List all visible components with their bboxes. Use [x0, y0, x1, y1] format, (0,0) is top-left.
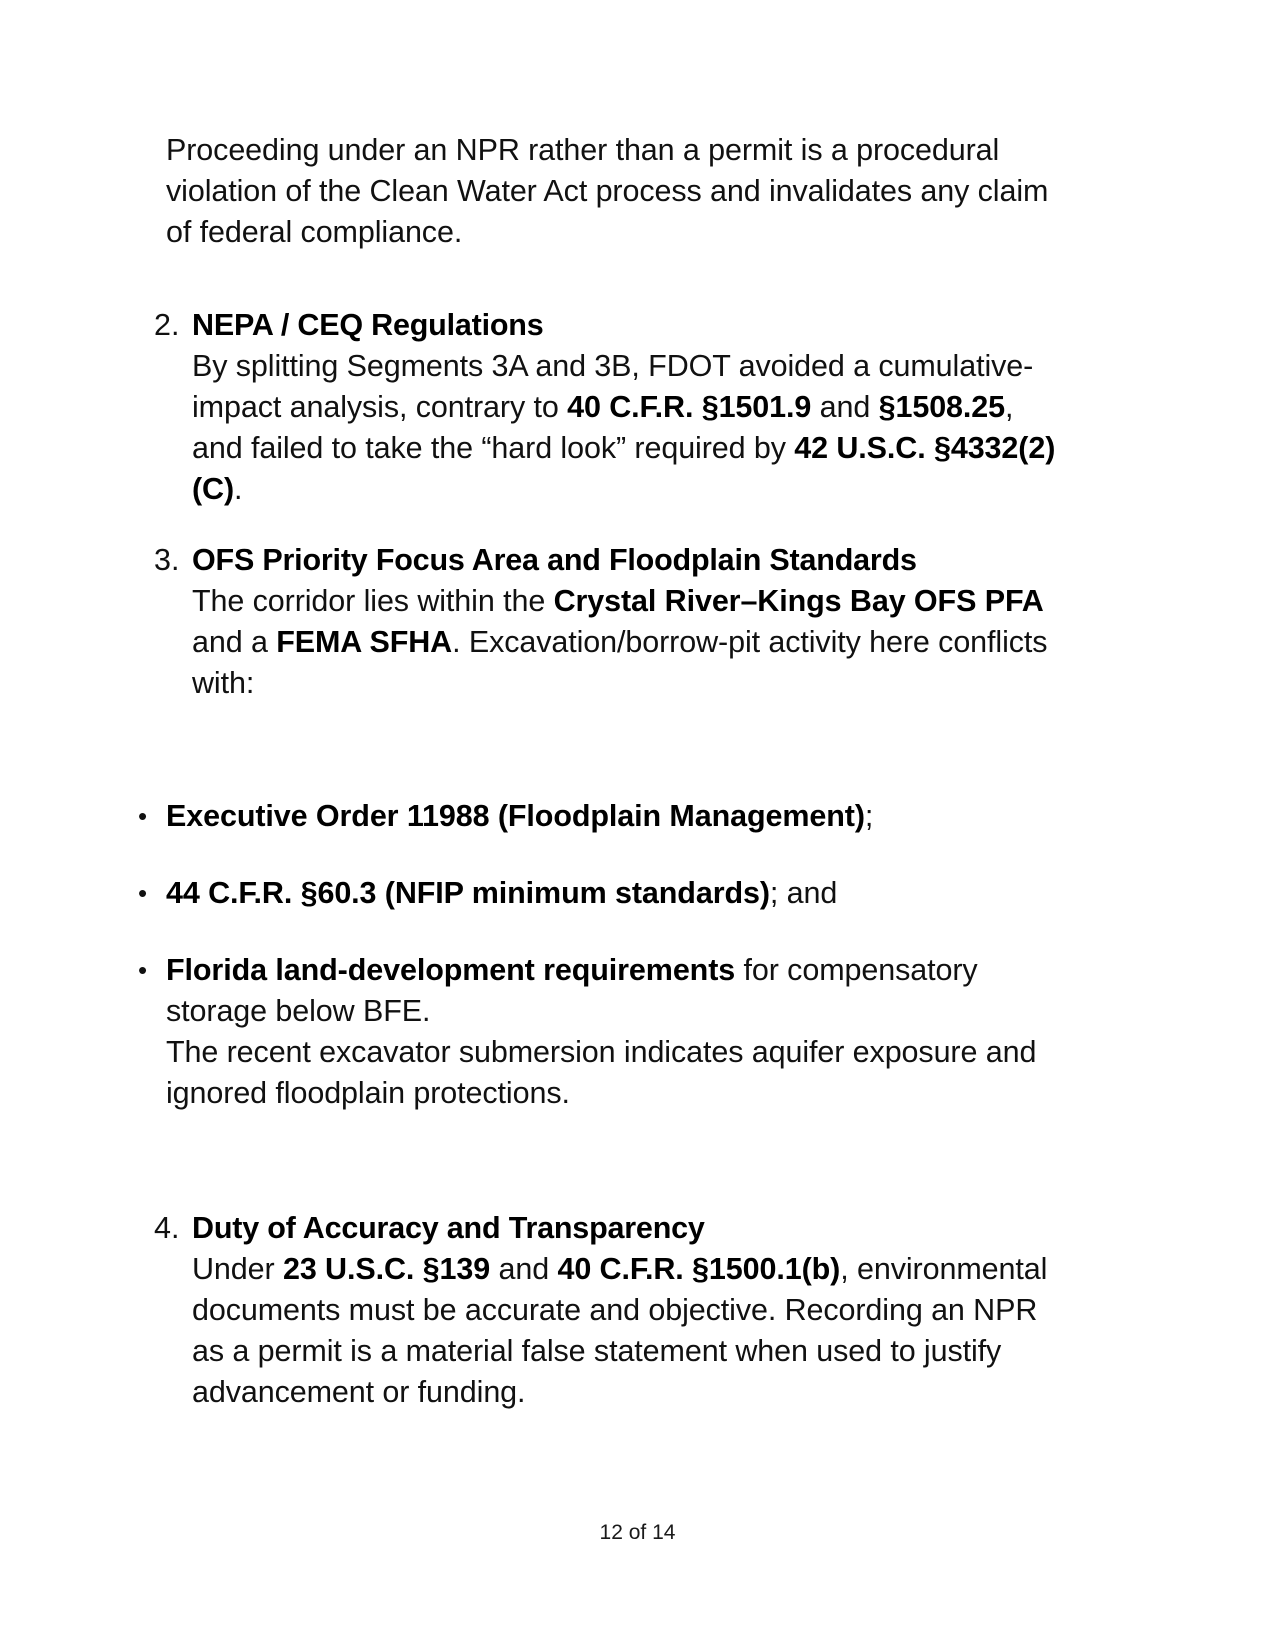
list-marker: 4.	[154, 1211, 180, 1245]
bullet-marker-icon: •	[138, 955, 148, 985]
bullet-list-item	[134, 873, 1070, 914]
bullet-list-item	[134, 950, 1070, 1114]
list-item-body	[192, 540, 1070, 704]
page-content	[138, 130, 1070, 1443]
bullet-list	[134, 796, 1070, 1114]
numbered-list	[150, 305, 1070, 704]
lead-paragraph: Proceeding under an NPR rather than a permit is a procedural violation of the Clean Water Act process and invalidates any claim of federal compliance.	[166, 133, 1049, 249]
list-item-title: NEPA / CEQ Regulations	[192, 308, 544, 342]
bullet-item-text: Executive Order 11988 (Floodplain Management);	[166, 799, 874, 833]
list-marker: 3.	[154, 543, 180, 577]
list-item-body	[192, 1208, 1070, 1413]
list-item-body	[192, 305, 1070, 510]
list-item-text: By splitting Segments 3A and 3B, FDOT avoided a cumulative-impact analysis, contrary to 40 C.F.R. §1501.9 and §1508.25, and failed to take the “hard look” required by 42 U.S.C. §4332(2)(C).	[192, 349, 1056, 506]
list-item-text: Under 23 U.S.C. §139 and 40 C.F.R. §1500.1(b), environmental documents must be accurate and objective. Recording an NPR as a permit is a material false statement when used to justify advancement or funding.	[192, 1252, 1048, 1409]
bullet-list-item	[134, 796, 1070, 837]
bullet-marker-icon: •	[138, 878, 148, 908]
bullet-item-text: Florida land-development requirements for compensatory storage below BFE. The recent excavator submersion indicates aquifer exposure and ignored floodplain protections.	[166, 953, 1037, 1110]
bullet-item-text: 44 C.F.R. §60.3 (NFIP minimum standards); and	[166, 876, 838, 910]
list-item-text: The corridor lies within the Crystal River–Kings Bay OFS PFA and a FEMA SFHA. Excavation/borrow-pit activity here conflicts with:	[192, 584, 1048, 700]
list-item-title: Duty of Accuracy and Transparency	[192, 1211, 705, 1245]
numbered-list-item	[150, 540, 1070, 704]
list-marker: 2.	[154, 308, 180, 342]
spacer	[150, 1172, 1070, 1208]
numbered-list-item	[150, 1208, 1070, 1413]
numbered-list-item	[150, 305, 1070, 510]
list-item-title: OFS Priority Focus Area and Floodplain Standards	[192, 543, 917, 577]
bullet-marker-icon: •	[138, 801, 148, 831]
page-number-footer: 12 of 14	[599, 1521, 676, 1544]
